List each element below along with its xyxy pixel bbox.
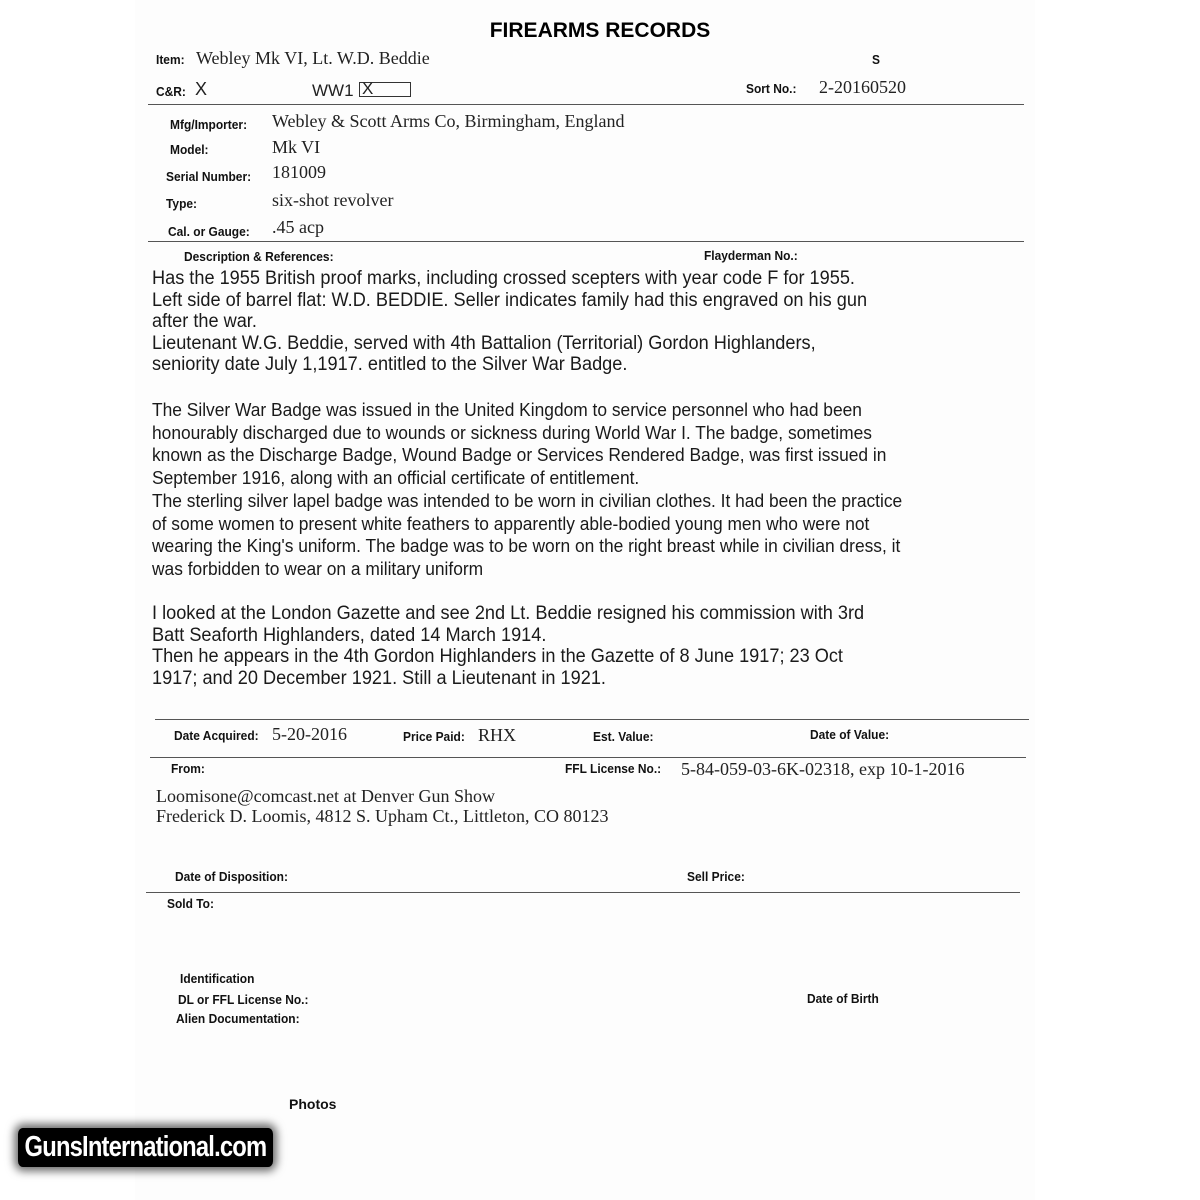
sort-no-value: 2-20160520	[819, 77, 906, 97]
identification-label: Identification	[180, 971, 255, 986]
divider	[148, 241, 1024, 242]
description-line: wearing the King's uniform. The badge was to be worn on the right breast while in civilian dress, it	[152, 536, 901, 557]
photos-label: Photos	[289, 1096, 337, 1112]
description-line: known as the Discharge Badge, Wound Badge or Services Rendered Badge, was first issued in	[152, 445, 887, 466]
sold-to-label: Sold To:	[167, 896, 214, 911]
item-value: Webley Mk VI, Lt. W.D. Beddie	[196, 48, 430, 68]
description-line: Left side of barrel flat: W.D. BEDDIE. Seller indicates family had this engraved on his gun	[152, 289, 868, 311]
cr-label: C&R:	[156, 84, 186, 99]
description-line: September 1916, along with an official certificate of entitlement.	[152, 468, 640, 489]
ffl-label: FFL License No.:	[565, 761, 662, 776]
flayderman-label: Flayderman No.:	[704, 248, 798, 263]
ffl-value: 5-84-059-03-6K-02318, exp 10-1-2016	[681, 759, 965, 779]
description-line: The Silver War Badge was issued in the United Kingdom to service personnel who had been	[152, 400, 862, 420]
description-line: Has the 1955 British proof marks, including crossed scepters with year code F for 1955.	[152, 268, 855, 289]
description-text	[152, 603, 992, 689]
divider	[150, 757, 1026, 758]
caliber-label: Cal. or Gauge:	[168, 224, 250, 239]
date-acquired-label: Date Acquired:	[174, 728, 259, 743]
from-label: From:	[171, 761, 205, 776]
model-value: Mk VI	[272, 137, 321, 157]
description-text	[152, 268, 992, 376]
description-line: The sterling silver lapel badge was intended to be worn in civilian clothes. It had been the practice	[152, 490, 903, 511]
type-value: six-shot revolver	[272, 190, 394, 210]
page-title: FIREARMS RECORDS	[489, 19, 711, 42]
mfg-label: Mfg/Importer:	[170, 117, 248, 132]
description-label: Description & References:	[184, 249, 334, 264]
ww1-check-mark: X	[362, 79, 374, 98]
date-of-birth-label: Date of Birth	[807, 991, 879, 1006]
type-label: Type:	[166, 196, 198, 211]
description-line: after the war.	[152, 311, 257, 332]
watermark-logo: GunsInternational.com	[18, 1128, 273, 1167]
date-acquired-value: 5-20-2016	[272, 724, 347, 744]
description-line: was forbidden to wear on a military uniform	[152, 558, 484, 579]
est-value-label: Est. Value:	[593, 729, 654, 744]
from-line: Loomisone@comcast.net at Denver Gun Show	[156, 786, 496, 806]
ww1-label: WW1	[312, 81, 354, 100]
description-text	[152, 399, 992, 581]
sort-no-label: Sort No.:	[746, 81, 797, 96]
description-line: seniority date July 1,1917. entitled to the Silver War Badge.	[152, 354, 628, 375]
date-of-value-label: Date of Value:	[810, 727, 890, 742]
description-line: Lieutenant W.G. Beddie, served with 4th Battalion (Territorial) Gordon Highlanders,	[152, 332, 816, 354]
item-label: Item:	[156, 52, 185, 67]
price-paid-label: Price Paid:	[403, 729, 465, 744]
divider	[146, 892, 1020, 893]
model-label: Model:	[170, 142, 209, 157]
description-line: Then he appears in the 4th Gordon Highlanders in the Gazette of 8 June 1917; 23 Oct	[152, 646, 843, 667]
divider	[155, 719, 1029, 720]
serial-label: Serial Number:	[166, 169, 252, 184]
mfg-value: Webley & Scott Arms Co, Birmingham, England	[272, 111, 625, 131]
serial-value: 181009	[272, 162, 326, 182]
description-line: Batt Seaforth Highlanders, dated 14 March 1914.	[152, 624, 547, 646]
divider	[148, 104, 1024, 105]
alien-documentation-label: Alien Documentation:	[176, 1011, 300, 1026]
s-label: S	[872, 52, 880, 67]
dl-ffl-label: DL or FFL License No.:	[178, 992, 309, 1007]
description-line: of some women to present white feathers to apparently able-bodied young men who were not	[152, 513, 870, 534]
from-line: Frederick D. Loomis, 4812 S. Upham Ct., Littleton, CO 80123	[156, 806, 609, 826]
date-of-disposition-label: Date of Disposition:	[175, 869, 288, 884]
description-line: I looked at the London Gazette and see 2nd Lt. Beddie resigned his commission with 3rd	[152, 603, 865, 624]
description-line: honourably discharged due to wounds or sickness during World War I. The badge, sometimes	[152, 422, 872, 443]
description-line: 1917; and 20 December 1921. Still a Lieutenant in 1921.	[152, 667, 606, 689]
sell-price-label: Sell Price:	[687, 869, 745, 884]
cr-value: X	[195, 79, 208, 99]
caliber-value: .45 acp	[272, 217, 324, 237]
price-paid-value: RHX	[478, 725, 517, 745]
